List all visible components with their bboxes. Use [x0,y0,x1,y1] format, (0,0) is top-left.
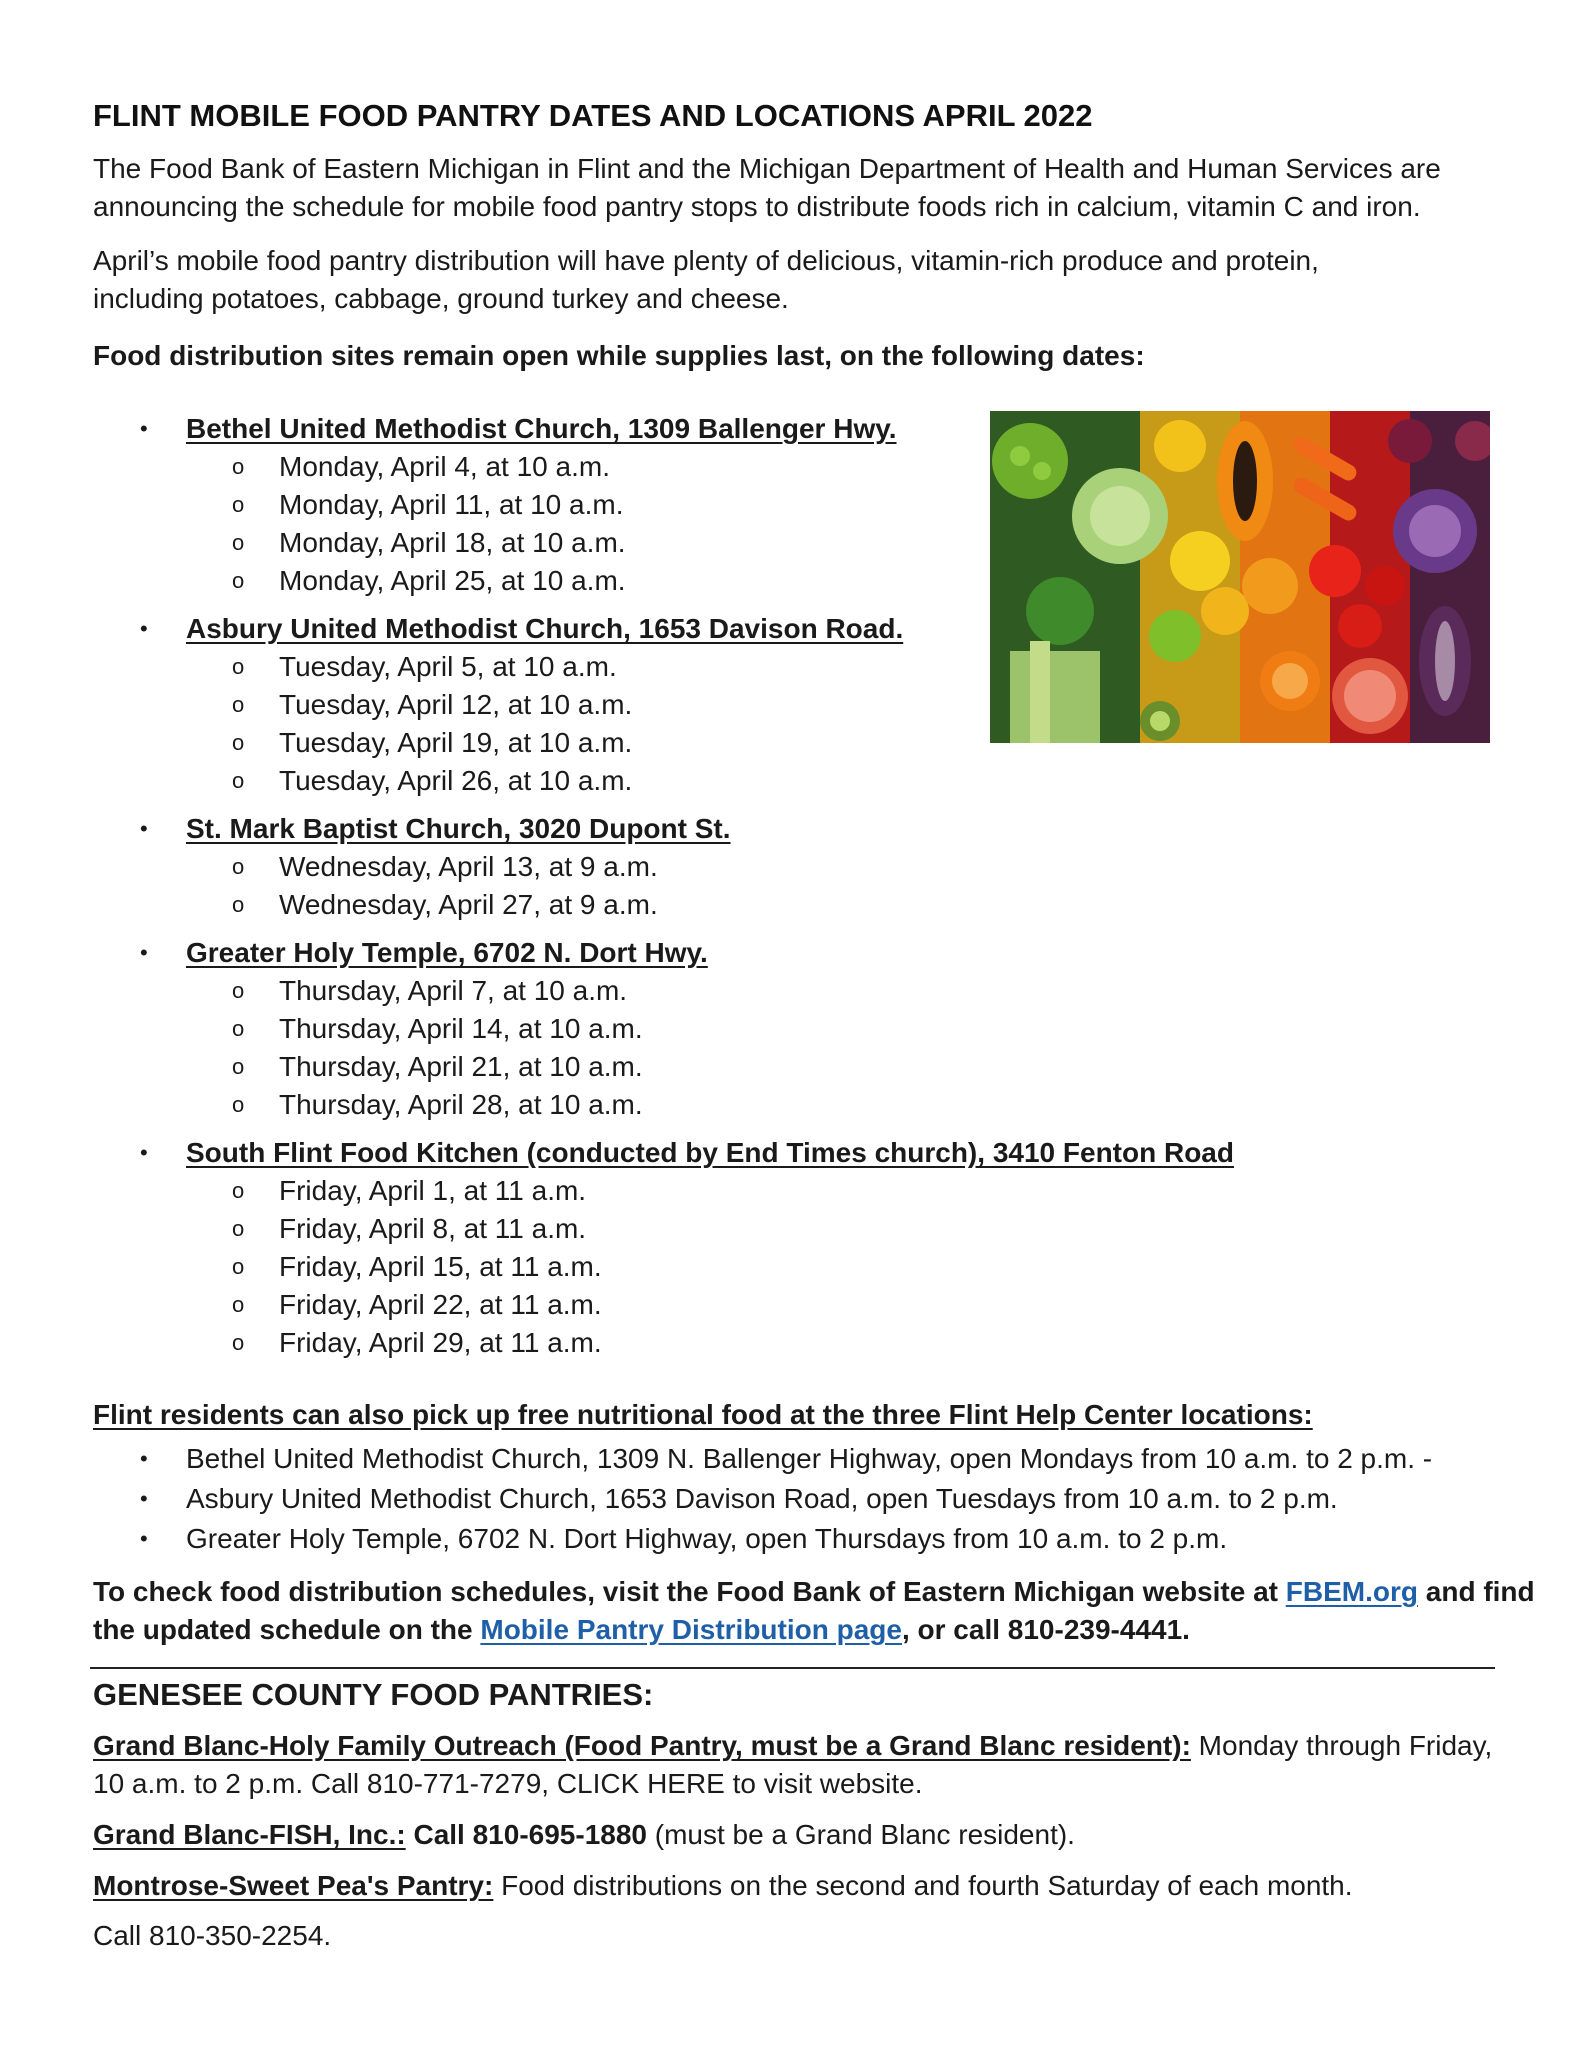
montrose-text: Food distributions on the second and fourth Saturday of each month. [493,1870,1353,1901]
grand-blanc-fish-note: (must be a Grand Blanc resident). [646,1819,1075,1850]
site-date: Tuesday, April 5, at 10 a.m. [279,651,617,682]
site-date: Thursday, April 14, at 10 a.m. [279,1013,643,1044]
grand-blanc-holy-family-label: Grand Blanc-Holy Family Outreach (Food Pantry, must be a Grand Blanc resident): [93,1730,1191,1761]
help-center-heading: Flint residents can also pick up free nutritional food at the three Flint Help Center locations: [93,1399,1313,1430]
intro-line-3: April’s mobile food pantry distribution will have plenty of delicious, vitamin-rich produce and protein, [93,245,1319,276]
site-name: St. Mark Baptist Church, 3020 Dupont St. [186,813,731,844]
site-date: Wednesday, April 13, at 9 a.m. [279,851,658,882]
site-date: Wednesday, April 27, at 9 a.m. [279,889,658,920]
bullet: • [140,816,148,841]
sub-bullet: o [232,892,245,917]
grand-blanc-holy-family-hours: Monday through Friday, [1190,1730,1493,1761]
bullet: • [140,1140,148,1165]
bullet: • [140,616,148,641]
site-name: South Flint Food Kitchen (conducted by End Times church), 3410 Fenton Road [186,1137,1234,1168]
help-center-item: Greater Holy Temple, 6702 N. Dort Highway, open Thursdays from 10 a.m. to 2 p.m. [186,1523,1228,1554]
site-date: Thursday, April 28, at 10 a.m. [279,1089,643,1120]
sub-bullet: o [232,854,245,879]
site-date: Friday, April 15, at 11 a.m. [279,1251,602,1282]
intro-line-1: The Food Bank of Eastern Michigan in Flint and the Michigan Department of Health and Human Services are [93,153,1441,184]
site-date: Thursday, April 21, at 10 a.m. [279,1051,643,1082]
sub-bullet: o [232,454,245,479]
site-date: Monday, April 18, at 10 a.m. [279,527,626,558]
page-title: FLINT MOBILE FOOD PANTRY DATES AND LOCATIONS APRIL 2022 [93,98,1093,133]
sub-bullet: o [232,530,245,555]
sub-bullet: o [232,1292,245,1317]
fbem-link[interactable]: FBEM.org [1285,1576,1418,1607]
check-line-2 [93,1611,1190,1649]
site-date: Thursday, April 7, at 10 a.m. [279,975,628,1006]
site-name: Bethel United Methodist Church, 1309 Ballenger Hwy. [186,413,897,444]
sub-bullet: o [232,730,245,755]
sub-bullet: o [232,1016,245,1041]
bullet: • [140,1526,148,1551]
site-date: Monday, April 4, at 10 a.m. [279,451,610,482]
grand-blanc-fish-label: Grand Blanc-FISH, Inc.: [93,1819,406,1850]
sub-bullet: o [232,1054,245,1079]
section-divider [90,1667,1495,1669]
bullet: • [140,940,148,965]
site-date: Friday, April 29, at 11 a.m. [279,1327,602,1358]
produce-photo [990,411,1490,743]
grand-blanc-holy-family-line-2: 10 a.m. to 2 p.m. Call 810-771-7279, CLICK HERE to visit website. [93,1768,923,1799]
site-date: Tuesday, April 26, at 10 a.m. [279,765,633,796]
bullet: • [140,1486,148,1511]
grand-blanc-fish-line [93,1816,1075,1854]
sub-bullet: o [232,1092,245,1117]
sub-bullet: o [232,768,245,793]
grand-blanc-holy-family-line-1 [93,1727,1492,1765]
bullet: • [140,1446,148,1471]
site-name: Asbury United Methodist Church, 1653 Davison Road. [186,613,904,644]
grand-blanc-fish-phone: Call 810-695-1880 [405,1819,647,1850]
sub-bullet: o [232,978,245,1003]
site-name: Greater Holy Temple, 6702 N. Dort Hwy. [186,937,708,968]
sub-bullet: o [232,568,245,593]
site-date: Tuesday, April 12, at 10 a.m. [279,689,633,720]
site-date: Tuesday, April 19, at 10 a.m. [279,727,633,758]
montrose-line [93,1867,1353,1905]
site-date: Friday, April 8, at 11 a.m. [279,1213,587,1244]
sites-heading: Food distribution sites remain open while supplies last, on the following dates: [93,340,1145,371]
check-line-1-text: To check food distribution schedules, visit the Food Bank of Eastern Michigan website at [93,1576,1286,1607]
sub-bullet: o [232,692,245,717]
intro-line-2: announcing the schedule for mobile food pantry stops to distribute foods rich in calcium, vitamin C and iron. [93,191,1421,222]
sub-bullet: o [232,1330,245,1355]
sub-bullet: o [232,492,245,517]
site-date: Friday, April 22, at 11 a.m. [279,1289,602,1320]
sub-bullet: o [232,654,245,679]
check-line-2-text: the updated schedule on the [93,1614,481,1645]
bullet: • [140,416,148,441]
check-line-1-end: and find [1417,1576,1535,1607]
mobile-pantry-link[interactable]: Mobile Pantry Distribution page [480,1614,902,1645]
check-line-1 [93,1573,1535,1611]
site-date: Friday, April 1, at 11 a.m. [279,1175,587,1206]
montrose-label: Montrose-Sweet Pea's Pantry: [93,1870,494,1901]
site-date: Monday, April 11, at 10 a.m. [279,489,624,520]
montrose-phone: Call 810-350-2254. [93,1920,332,1951]
sub-bullet: o [232,1216,245,1241]
help-center-item: Bethel United Methodist Church, 1309 N. Ballenger Highway, open Mondays from 10 a.m. to 2 p.m. - [186,1443,1433,1474]
check-line-2-end: , or call 810-239-4441. [901,1614,1190,1645]
intro-line-4: including potatoes, cabbage, ground turkey and cheese. [93,283,789,314]
genesee-heading: GENESEE COUNTY FOOD PANTRIES: [93,1677,654,1712]
help-center-item: Asbury United Methodist Church, 1653 Davison Road, open Tuesdays from 10 a.m. to 2 p.m. [186,1483,1338,1514]
sub-bullet: o [232,1254,245,1279]
site-date: Monday, April 25, at 10 a.m. [279,565,626,596]
sub-bullet: o [232,1178,245,1203]
